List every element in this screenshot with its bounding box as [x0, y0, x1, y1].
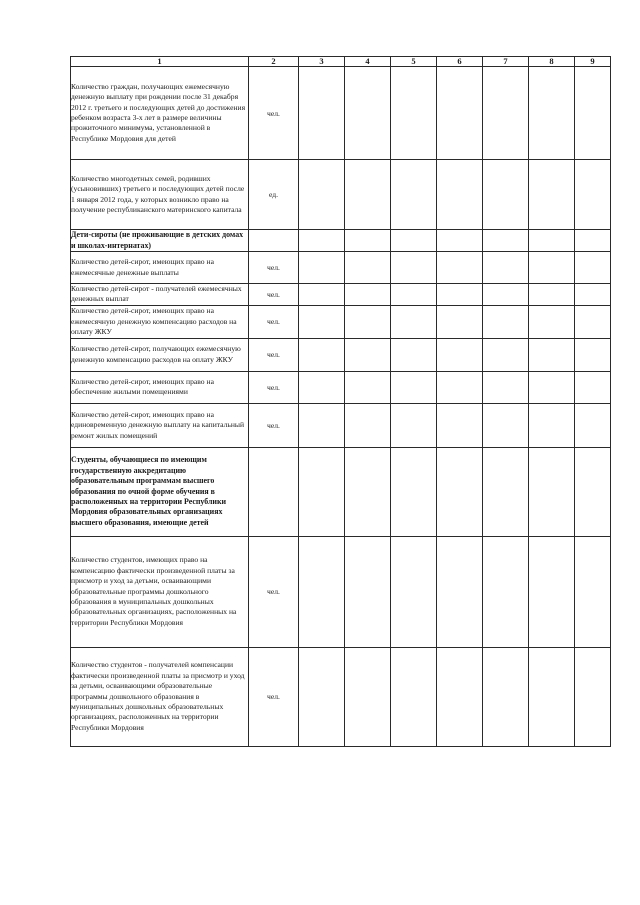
value-cell-col-6: [437, 160, 483, 230]
value-cell-col-3: [299, 230, 345, 252]
value-cell-col-7: [483, 252, 529, 284]
value-cell-col-5: [391, 67, 437, 160]
section-row: [71, 447, 611, 536]
value-cell-col-5: [391, 338, 437, 371]
value-cell-col-5: [391, 252, 437, 284]
value-cell-col-8: [529, 371, 575, 403]
value-cell-col-5: [391, 230, 437, 252]
table-row: [71, 403, 611, 447]
unit-cell: чел.: [249, 536, 299, 647]
column-header-2: 2: [249, 57, 299, 67]
unit-cell: [249, 447, 299, 536]
value-cell-col-8: [529, 338, 575, 371]
value-cell-col-8: [529, 403, 575, 447]
value-cell-col-5: [391, 536, 437, 647]
value-cell-col-8: [529, 447, 575, 536]
value-cell-col-4: [345, 647, 391, 746]
value-cell-col-6: [437, 536, 483, 647]
value-cell-col-5: [391, 647, 437, 746]
value-cell-col-7: [483, 338, 529, 371]
value-cell-col-7: [483, 67, 529, 160]
section-heading: Дети-сироты (не проживающие в детских домах и школах-интернатах): [71, 230, 249, 252]
value-cell-col-6: [437, 230, 483, 252]
value-cell-col-9: [575, 160, 611, 230]
value-cell-col-3: [299, 371, 345, 403]
value-cell-col-6: [437, 338, 483, 371]
value-cell-col-9: [575, 536, 611, 647]
indicator-name: Количество детей-сирот, имеющих право на обеспечение жилыми помещениями: [71, 371, 249, 403]
value-cell-col-9: [575, 284, 611, 306]
value-cell-col-7: [483, 284, 529, 306]
table-row: [71, 536, 611, 647]
value-cell-col-5: [391, 403, 437, 447]
unit-cell: [249, 230, 299, 252]
value-cell-col-9: [575, 305, 611, 338]
value-cell-col-4: [345, 371, 391, 403]
column-header-1: 1: [71, 57, 249, 67]
value-cell-col-7: [483, 447, 529, 536]
value-cell-col-7: [483, 230, 529, 252]
value-cell-col-9: [575, 447, 611, 536]
value-cell-col-3: [299, 403, 345, 447]
unit-cell: чел.: [249, 67, 299, 160]
value-cell-col-7: [483, 536, 529, 647]
indicator-name: Количество студентов, имеющих право на компенсацию фактически произведенной платы за присмотр и уход за детьми, осваивающими образовательные программы дошкольного образования в муниципальных дошкольных образовательных организациях, расположенных на территории Республики Мордовия: [71, 536, 249, 647]
value-cell-col-8: [529, 67, 575, 160]
value-cell-col-3: [299, 252, 345, 284]
table-row: [71, 305, 611, 338]
value-cell-col-4: [345, 284, 391, 306]
value-cell-col-3: [299, 67, 345, 160]
column-header-3: 3: [299, 57, 345, 67]
table-row: [71, 284, 611, 306]
value-cell-col-4: [345, 403, 391, 447]
value-cell-col-7: [483, 647, 529, 746]
value-cell-col-6: [437, 403, 483, 447]
indicator-name: Количество многодетных семей, родивших (усыновивших) третьего и последующих детей после 1 января 2012 года, у которых возникло право на получение республиканского материнского капитала: [71, 160, 249, 230]
indicator-name: Количество студентов - получателей компенсации фактически произведенной платы за присмотр и уход за детьми, осваивающими образовательные программы дошкольного образования в муниципальных дошкольных образовательных организациях, расположенных на территории Республики Мордовия: [71, 647, 249, 746]
value-cell-col-6: [437, 284, 483, 306]
value-cell-col-6: [437, 647, 483, 746]
value-cell-col-3: [299, 536, 345, 647]
column-header-5: 5: [391, 57, 437, 67]
value-cell-col-6: [437, 305, 483, 338]
value-cell-col-5: [391, 371, 437, 403]
value-cell-col-9: [575, 230, 611, 252]
section-row: [71, 230, 611, 252]
value-cell-col-6: [437, 447, 483, 536]
indicator-name: Количество детей-сирот, имеющих право на единовременную денежную выплату на капитальный ремонт жилых помещений: [71, 403, 249, 447]
value-cell-col-8: [529, 252, 575, 284]
value-cell-col-3: [299, 160, 345, 230]
value-cell-col-4: [345, 160, 391, 230]
unit-cell: чел.: [249, 403, 299, 447]
column-header-7: 7: [483, 57, 529, 67]
unit-cell: чел.: [249, 647, 299, 746]
unit-cell: чел.: [249, 338, 299, 371]
value-cell-col-7: [483, 305, 529, 338]
table-row: [71, 647, 611, 746]
value-cell-col-4: [345, 338, 391, 371]
value-cell-col-4: [345, 252, 391, 284]
unit-cell: чел.: [249, 284, 299, 306]
value-cell-col-8: [529, 536, 575, 647]
unit-cell: чел.: [249, 305, 299, 338]
value-cell-col-3: [299, 447, 345, 536]
value-cell-col-6: [437, 67, 483, 160]
column-header-6: 6: [437, 57, 483, 67]
table-row: [71, 371, 611, 403]
value-cell-col-8: [529, 305, 575, 338]
table-row: [71, 338, 611, 371]
value-cell-col-3: [299, 647, 345, 746]
statistics-table: [70, 56, 611, 747]
value-cell-col-5: [391, 160, 437, 230]
value-cell-col-4: [345, 447, 391, 536]
value-cell-col-5: [391, 284, 437, 306]
column-header-9: 9: [575, 57, 611, 67]
value-cell-col-7: [483, 160, 529, 230]
table-row: [71, 252, 611, 284]
value-cell-col-6: [437, 371, 483, 403]
value-cell-col-5: [391, 447, 437, 536]
value-cell-col-7: [483, 371, 529, 403]
unit-cell: ед.: [249, 160, 299, 230]
value-cell-col-3: [299, 305, 345, 338]
value-cell-col-4: [345, 230, 391, 252]
value-cell-col-7: [483, 403, 529, 447]
value-cell-col-8: [529, 647, 575, 746]
unit-cell: чел.: [249, 371, 299, 403]
indicator-name: Количество детей-сирот, имеющих право на ежемесячные денежные выплаты: [71, 252, 249, 284]
value-cell-col-3: [299, 338, 345, 371]
value-cell-col-9: [575, 67, 611, 160]
header-row: [71, 57, 611, 67]
table-row: [71, 160, 611, 230]
value-cell-col-6: [437, 252, 483, 284]
indicator-name: Количество детей-сирот, имеющих право на ежемесячную денежную компенсацию расходов на оплату ЖКУ: [71, 305, 249, 338]
column-header-8: 8: [529, 57, 575, 67]
value-cell-col-9: [575, 252, 611, 284]
column-header-4: 4: [345, 57, 391, 67]
indicator-name: Количество граждан, получающих ежемесячную денежную выплату при рождении после 31 декабря 2012 г. третьего и последующих детей до достижения ребенком возраста 3-х лет в размере величины прожиточного минимума, установленной в Республике Мордовия для детей: [71, 67, 249, 160]
value-cell-col-3: [299, 284, 345, 306]
value-cell-col-8: [529, 284, 575, 306]
value-cell-col-4: [345, 67, 391, 160]
value-cell-col-9: [575, 647, 611, 746]
value-cell-col-8: [529, 230, 575, 252]
table-row: [71, 67, 611, 160]
value-cell-col-9: [575, 403, 611, 447]
value-cell-col-5: [391, 305, 437, 338]
value-cell-col-8: [529, 160, 575, 230]
value-cell-col-4: [345, 305, 391, 338]
indicator-name: Количество детей-сирот - получателей ежемесячных денежных выплат: [71, 284, 249, 306]
section-heading: Студенты, обучающиеся по имеющим государственную аккредитацию образовательным программам высшего образования по очной форме обучения в расположенных на территории Республики Мордовия образовательных организациях высшего образования, имеющие детей: [71, 447, 249, 536]
unit-cell: чел.: [249, 252, 299, 284]
value-cell-col-9: [575, 371, 611, 403]
value-cell-col-4: [345, 536, 391, 647]
indicator-name: Количество детей-сирот, получающих ежемесячную денежную компенсацию расходов на оплату ЖКУ: [71, 338, 249, 371]
value-cell-col-9: [575, 338, 611, 371]
